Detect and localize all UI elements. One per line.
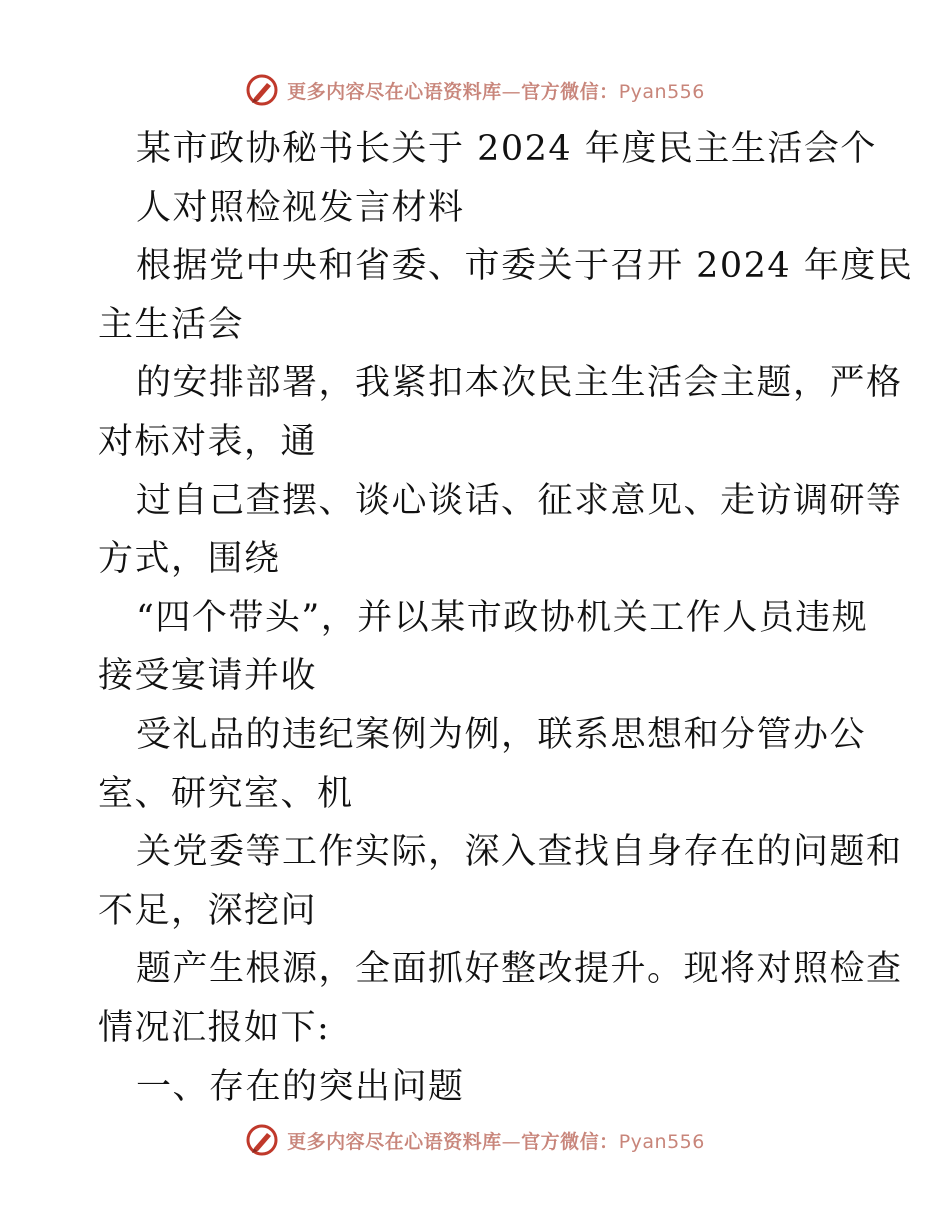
document-text-line: 的安排部署，我紧扣本次民主生活会主题，严格 xyxy=(136,363,903,404)
document-text-line: 方式，围绕 xyxy=(98,539,281,580)
document-body xyxy=(98,120,914,1116)
document-text-line: 室、研究室、机 xyxy=(98,773,354,814)
document-text-line: 一、存在的突出问题 xyxy=(136,1066,465,1107)
document-text-line: “四个带头”，并以某市政协机关工作人员违规 xyxy=(136,597,869,638)
header-watermark xyxy=(0,68,950,112)
watermark-text: 更多内容尽在心语资料库—官方微信：Pyan556 xyxy=(287,80,705,103)
pen-logo-icon xyxy=(245,1123,279,1157)
document-text-line: 根据党中央和省委、市委关于召开 2024 年度民 xyxy=(136,246,914,287)
document-text-line: 接受宴请并收 xyxy=(98,656,318,697)
document-text-line: 过自己查摆、谈心谈话、征求意见、走访调研等 xyxy=(136,480,903,521)
footer-watermark xyxy=(0,1118,950,1162)
document-title-line: 某市政协秘书长关于 2024 年度民主生活会个 xyxy=(136,129,877,169)
watermark-text: 更多内容尽在心语资料库—官方微信：Pyan556 xyxy=(287,1130,705,1153)
pen-logo-icon xyxy=(245,73,279,107)
document-text-line: 主生活会 xyxy=(98,304,245,345)
document-text-line: 不足，深挖问 xyxy=(98,890,318,931)
document-text-line: 题产生根源，全面抓好整改提升。现将对照检查 xyxy=(136,949,903,990)
document-text-line: 受礼品的违纪案例为例，联系思想和分管办公 xyxy=(136,714,867,755)
document-title-line: 人对照检视发言材料 xyxy=(136,187,465,228)
document-text-line: 对标对表，通 xyxy=(98,421,318,462)
document-text-line: 关党委等工作实际，深入查找自身存在的问题和 xyxy=(136,832,903,873)
document-text-line: 情况汇报如下: xyxy=(98,1007,331,1048)
